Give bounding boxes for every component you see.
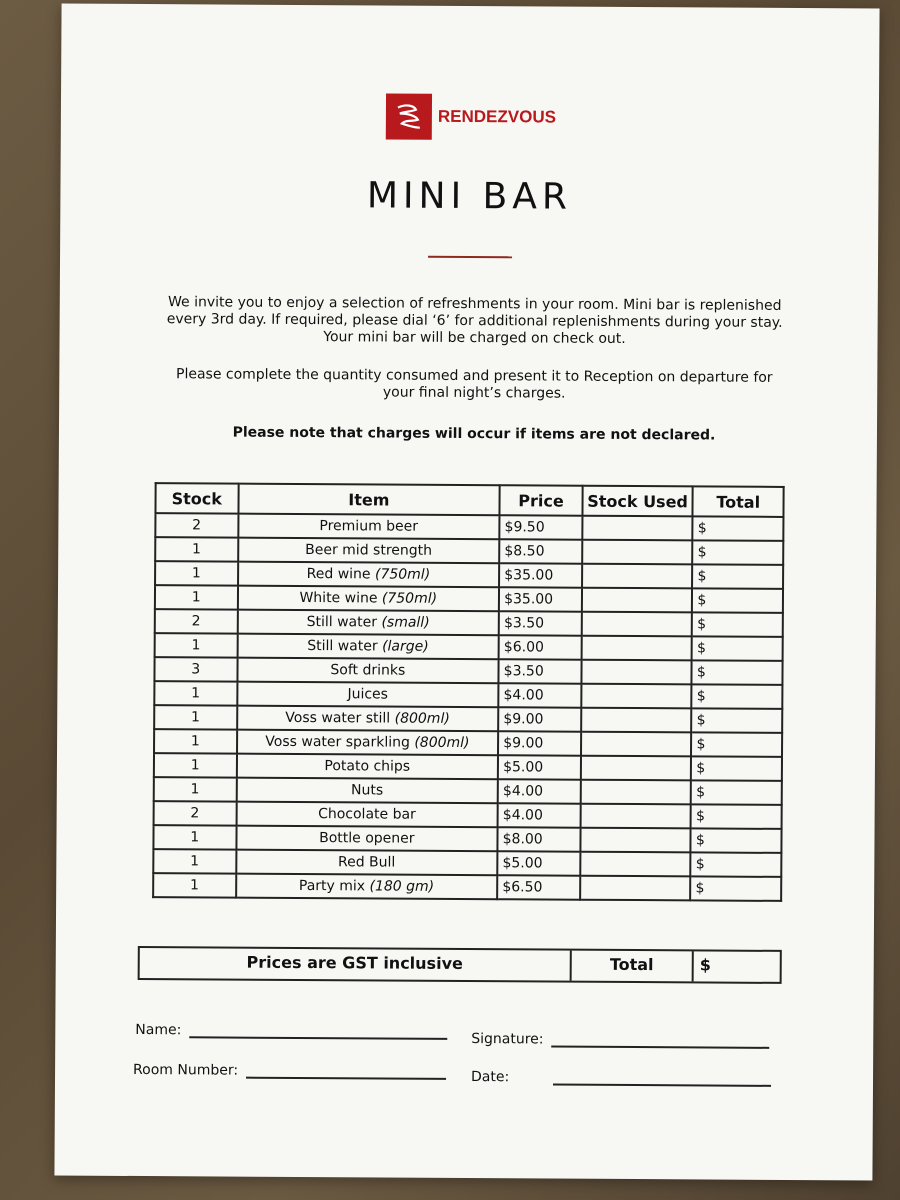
stock-cell: 1	[155, 633, 238, 658]
stock-cell: 1	[154, 729, 237, 754]
total-cell[interactable]: $	[691, 780, 782, 805]
intro-paragraph: We invite you to enjoy a selection of refreshments in your room. Mini bar is replenished every 3rd day. If required, please dial ‘6’ for additional replenishments during your stay. Your mini bar will be charged on check out.	[166, 294, 783, 347]
stock-cell: 1	[155, 537, 238, 562]
total-cell[interactable]: $	[692, 612, 783, 637]
item-cell	[238, 514, 500, 540]
brand-name: RENDEZVOUS	[437, 106, 557, 127]
charges-notice: Please note that charges will occur if items are not declared.	[232, 424, 716, 444]
total-cell[interactable]: $	[692, 660, 783, 685]
stock-used-input[interactable]	[581, 756, 692, 781]
page-title: MINI BAR	[366, 175, 573, 218]
grand-total-field[interactable]: $	[699, 955, 711, 975]
header-price: Price	[500, 485, 583, 516]
price-cell: $4.00	[498, 803, 581, 828]
price-cell: $4.00	[498, 683, 581, 708]
stock-used-input[interactable]	[580, 852, 691, 877]
total-cell[interactable]: $	[692, 564, 783, 589]
total-cell[interactable]: $	[693, 516, 784, 541]
item-name: Red wine	[306, 566, 371, 583]
mini-bar-table	[152, 482, 785, 902]
title-divider	[428, 256, 512, 259]
stock-cell: 1	[155, 585, 238, 610]
stock-cell: 3	[154, 657, 237, 682]
table-header-row	[155, 483, 783, 517]
price-cell: $8.00	[498, 827, 581, 852]
item-size: (large)	[382, 638, 429, 655]
price-cell: $35.00	[499, 563, 582, 588]
room-number-label: Room Number:	[133, 1061, 239, 1079]
item-size: (180 gm)	[369, 878, 435, 895]
header-item: Item	[238, 484, 500, 516]
header-stock-used: Stock Used	[582, 486, 693, 517]
item-size: (small)	[381, 614, 430, 631]
item-size: (800ml)	[394, 710, 450, 727]
room-number-field	[133, 1062, 446, 1080]
item-name: Voss water sparkling	[265, 733, 410, 751]
date-field	[471, 1069, 771, 1087]
item-cell	[236, 778, 498, 804]
item-name: Soft drinks	[330, 662, 406, 679]
item-name: Beer mid strength	[305, 542, 433, 559]
stock-cell: 1	[154, 753, 237, 778]
stock-cell: 1	[155, 561, 238, 586]
item-cell	[236, 874, 498, 900]
item-cell	[236, 802, 498, 828]
name-label: Name:	[135, 1021, 182, 1039]
stock-used-input[interactable]	[580, 780, 691, 805]
item-size: (750ml)	[381, 590, 438, 607]
item-cell	[237, 658, 499, 684]
stock-cell: 2	[154, 801, 237, 826]
grand-total-label: Total	[572, 951, 694, 982]
stock-cell: 1	[153, 849, 236, 874]
total-cell[interactable]: $	[691, 852, 782, 877]
item-size: (800ml)	[414, 734, 470, 752]
item-name: Party mix	[298, 877, 366, 895]
header-total: Total	[693, 486, 784, 517]
stock-used-input[interactable]	[580, 876, 691, 901]
mini-bar-sheet	[54, 4, 879, 1181]
stock-used-input[interactable]	[580, 804, 691, 829]
rendezvous-logo-icon	[386, 93, 432, 139]
total-cell[interactable]: $	[691, 732, 782, 757]
stock-cell: 1	[154, 681, 237, 706]
stock-used-input[interactable]	[582, 564, 693, 589]
signature-label: Signature:	[471, 1031, 544, 1048]
price-cell: $3.50	[499, 659, 582, 684]
total-cell[interactable]: $	[691, 876, 782, 901]
date-label: Date:	[470, 1069, 510, 1086]
price-cell: $5.00	[498, 755, 581, 780]
name-line[interactable]	[189, 1024, 447, 1040]
summary-bar	[138, 946, 782, 984]
price-cell: $8.50	[499, 539, 582, 564]
price-cell: $6.50	[497, 875, 580, 900]
price-cell: $3.50	[499, 611, 582, 636]
header-stock: Stock	[155, 483, 238, 514]
stock-used-input[interactable]	[581, 636, 692, 661]
stock-used-input[interactable]	[581, 612, 692, 637]
item-size: (750ml)	[374, 566, 431, 583]
item-cell	[238, 562, 500, 588]
item-name: Juices	[347, 686, 389, 703]
item-cell	[237, 634, 499, 660]
stock-cell: 1	[154, 705, 237, 730]
item-cell	[237, 682, 499, 708]
stock-used-input[interactable]	[581, 684, 692, 709]
item-cell	[237, 586, 499, 612]
brand-logo	[386, 93, 556, 140]
price-cell: $35.00	[499, 587, 582, 612]
total-cell[interactable]: $	[692, 588, 783, 613]
room-number-line[interactable]	[246, 1065, 446, 1080]
signature-line[interactable]	[551, 1034, 769, 1049]
stock-used-input[interactable]	[582, 516, 693, 541]
instructions-paragraph: Please complete the quantity consumed and present it to Reception on departure for your final night’s charges.	[175, 366, 773, 402]
item-name: Voss water still	[285, 709, 391, 727]
total-cell[interactable]: $	[693, 540, 784, 565]
total-cell[interactable]: $	[691, 804, 782, 829]
price-cell: $6.00	[499, 635, 582, 660]
item-name: Still water	[307, 638, 378, 655]
table-row	[153, 873, 781, 901]
stock-used-input[interactable]	[581, 660, 692, 685]
gst-note: Prices are GST inclusive	[140, 948, 572, 981]
price-cell: $9.00	[498, 731, 581, 756]
item-name: Bottle opener	[319, 830, 415, 847]
stock-cell: 2	[155, 513, 238, 538]
total-cell[interactable]: $	[692, 708, 783, 733]
item-name: Still water	[306, 614, 378, 631]
signature-field	[471, 1031, 769, 1049]
item-cell	[237, 706, 499, 732]
item-name: Nuts	[351, 782, 384, 799]
stock-cell: 2	[155, 609, 238, 634]
item-name: Premium beer	[319, 518, 419, 535]
price-cell: $9.00	[498, 707, 581, 732]
item-name: Potato chips	[324, 758, 411, 775]
stock-used-input[interactable]	[582, 540, 693, 565]
stock-cell: 1	[153, 873, 236, 898]
item-cell	[236, 850, 498, 876]
item-cell	[237, 730, 499, 756]
item-cell	[236, 754, 498, 780]
date-line[interactable]	[553, 1072, 771, 1087]
name-field	[135, 1022, 447, 1040]
total-cell[interactable]: $	[691, 756, 782, 781]
item-cell	[236, 826, 498, 852]
price-cell: $4.00	[498, 779, 581, 804]
item-cell	[237, 610, 499, 636]
price-cell: $5.00	[497, 851, 580, 876]
stock-used-input[interactable]	[581, 732, 692, 757]
item-name: White wine	[299, 589, 378, 607]
total-cell[interactable]: $	[692, 636, 783, 661]
total-cell[interactable]: $	[692, 684, 783, 709]
item-name: Chocolate bar	[318, 806, 416, 823]
stock-used-input[interactable]	[581, 708, 692, 733]
stock-used-input[interactable]	[582, 588, 693, 613]
price-cell: $9.50	[499, 515, 582, 540]
stock-used-input[interactable]	[580, 828, 691, 853]
item-name: Red Bull	[337, 854, 396, 871]
stock-cell: 1	[153, 825, 236, 850]
total-cell[interactable]: $	[691, 828, 782, 853]
stock-cell: 1	[154, 777, 237, 802]
item-cell	[238, 538, 500, 564]
